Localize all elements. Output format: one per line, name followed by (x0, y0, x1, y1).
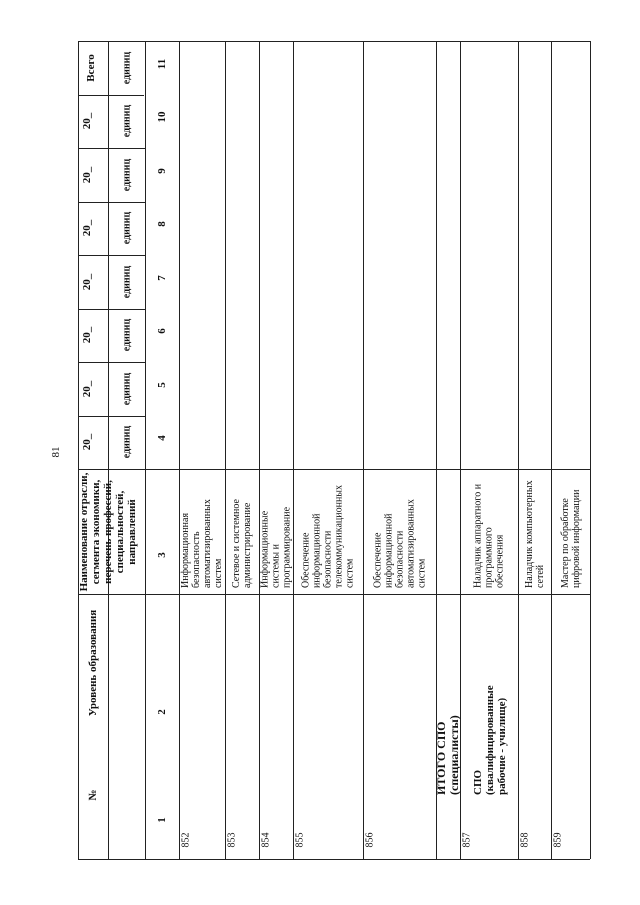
row-852-no: 852 (180, 832, 192, 848)
row-855-name: Обеспечение информационной безопасности телекоммуникационных систем (300, 484, 356, 588)
col-number-1: 1 (156, 817, 168, 823)
col-number-4: 4 (156, 435, 168, 441)
header-year-6: 20_ (81, 166, 93, 184)
col-number-3: 3 (156, 552, 168, 558)
unit-8: единиц (121, 51, 133, 85)
unit-5: единиц (121, 211, 133, 245)
unit-7: единиц (121, 104, 133, 138)
header-year-4: 20_ (81, 273, 93, 291)
col-number-11: 11 (156, 58, 168, 70)
unit-2: единиц (121, 372, 133, 406)
row-855-no: 855 (294, 832, 306, 848)
unit-4: единиц (121, 265, 133, 299)
header-year-1: 20_ (81, 433, 93, 451)
row-857-level: СПО (квалифицированные рабочие - училище) (472, 685, 508, 795)
header-year-5: 20_ (81, 219, 93, 237)
header-no: № (87, 789, 99, 801)
col-number-2: 2 (156, 709, 168, 715)
row-859-name: Мастер по обработке цифровой информации (560, 489, 582, 588)
header-year-7: 20_ (81, 112, 93, 130)
row-856-name: Обеспечение информационной безопасности автоматизированных систем (372, 499, 428, 588)
col-number-9: 9 (156, 168, 168, 174)
unit-1: единиц (121, 425, 133, 459)
unit-6: единиц (121, 158, 133, 192)
row-853-no: 853 (226, 832, 238, 848)
col-number-8: 8 (156, 221, 168, 227)
row-853-name: Сетевое и системное администрирование (231, 499, 253, 588)
row-858-no: 858 (519, 832, 531, 848)
col-number-10: 10 (156, 111, 168, 123)
header-year-2: 20_ (81, 380, 93, 398)
row-857-name: Наладчик аппаратного и программного обеспечения (472, 483, 506, 588)
unit-3: единиц (121, 318, 133, 352)
row-854-no: 854 (260, 832, 272, 848)
row-858-name: Наладчик компьютерных сетей (524, 480, 546, 588)
header-year-3: 20_ (81, 326, 93, 344)
col-number-7: 7 (156, 275, 168, 281)
col-number-5: 5 (156, 382, 168, 388)
header-name: Наименование отрасли, сегмента экономики, перечень профессий, специальностей, направлений (78, 472, 138, 592)
page-number: 81 (50, 446, 62, 458)
row-856-no: 856 (364, 832, 376, 848)
row-857-no: 857 (461, 832, 473, 848)
header-total: Всего (85, 54, 97, 82)
col-number-6: 6 (156, 328, 168, 334)
row-854-name: Информационные системы и программирование (259, 506, 293, 588)
header-level: Уровень образования (87, 609, 99, 717)
row-852-name: Информационная безопасность автоматизированных систем (180, 499, 224, 588)
row-859-no: 859 (552, 832, 564, 848)
total-spo-label: ИТОГО СПО (специалисты) (434, 715, 461, 795)
